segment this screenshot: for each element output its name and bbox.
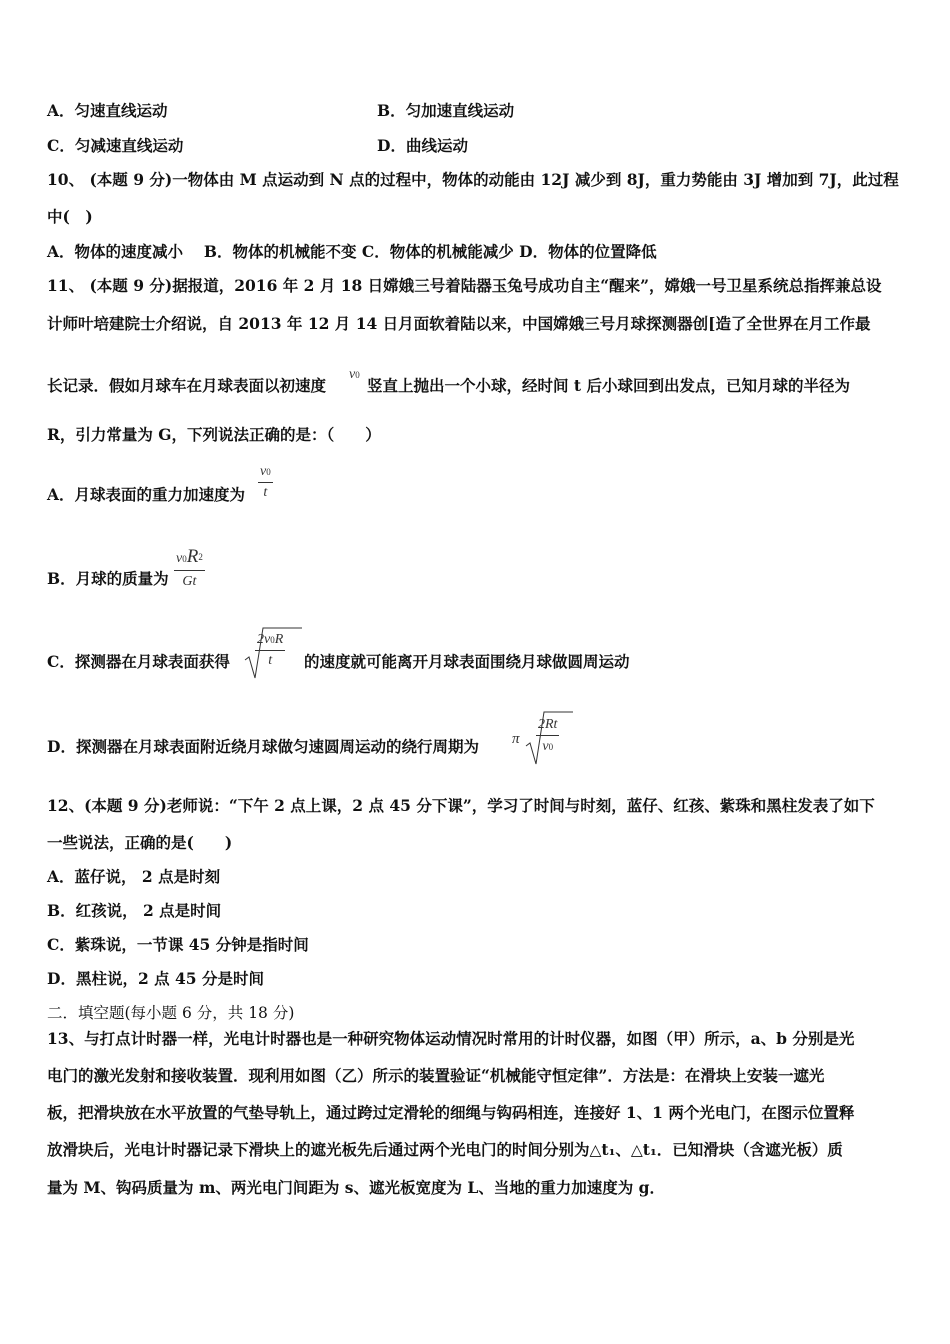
section-heading: 二．填空题(每小题 6 分，共 18 分): [47, 1004, 295, 1022]
q11-stem-line3b: 竖直上抛出一个小球，经时间 t 后小球回到出发点，已知月球的半径为: [367, 376, 850, 395]
q10-stem-line1: 10、 (本题 9 分)一物体由 M 点运动到 N 点的过程中，物体的动能由 12J 减少到 8J，重力势能由 3J 增加到 7J，此过程: [47, 170, 899, 189]
q13-stem-line1: 13、与打点计时器一样，光电计时器也是一种研究物体运动情况时常用的计时仪器，如图（甲）所示，a、b 分别是光: [47, 1029, 855, 1048]
q13-stem-line3: 板，把滑块放在水平放置的气垫导轨上，通过跨过定滑轮的细绳与钩码相连，连接好 1、1 两个光电门，在图示位置释: [47, 1103, 855, 1122]
q9-option-b: B．匀加速直线运动: [377, 101, 515, 120]
pi-symbol: π: [512, 731, 520, 747]
q12-option-d: D．黑柱说，2 点 45 分是时间: [47, 969, 264, 988]
formula-v0R2-over-Gt: $\frac{v0R^2}{Gt}$: [176, 546, 203, 589]
q12-option-b: B．红孩说， 2 点是时间: [47, 901, 222, 920]
formula-v0-over-t: $\frac{v0}{t}$: [260, 464, 271, 500]
q12-stem-line2: 一些说法，正确的是( ): [47, 833, 233, 852]
v0-symbol: v0: [349, 367, 360, 382]
q9-option-d: D．曲线运动: [377, 136, 468, 155]
q11-option-b: B．月球的质量为: [47, 569, 169, 588]
q11-option-c-pre: C．探测器在月球表面获得: [47, 652, 230, 671]
q10-options: A．物体的速度减小 B．物体的机械能不变 C．物体的机械能减少 D．物体的位置降低: [47, 242, 657, 261]
q11-stem-line4: R，引力常量为 G，下列说法正确的是：（ ）: [47, 425, 381, 444]
q9-option-c: C．匀减速直线运动: [47, 136, 184, 155]
q11-option-a: A．月球表面的重力加速度为: [47, 485, 246, 504]
q11-stem-line3a: 长记录．假如月球车在月球表面以初速度: [47, 376, 327, 395]
q11-stem-line1: 11、 (本题 9 分)据报道，2016 年 2 月 18 日嫦娥三号着陆器玉兔号成功自主“醒来”，嫦娥一号卫星系统总指挥兼总设: [47, 276, 882, 295]
q13-stem-line2: 电门的激光发射和接收装置．现利用如图（乙）所示的装置验证“机械能守恒定律”．方法是：在滑块上安装一遮光: [47, 1066, 825, 1085]
formula-2v0R-over-t: $\frac{2v0R}{t}$: [257, 632, 284, 668]
q11-option-d: D．探测器在月球表面附近绕月球做匀速圆周运动的绕行周期为: [47, 737, 479, 756]
q13-stem-line4: 放滑块后，光电计时器记录下滑块上的遮光板先后通过两个光电门的时间分别为△t₁、△t₁．已知滑块（含遮光板）质: [47, 1140, 843, 1159]
q11-stem-line2: 计师叶培建院士介绍说，自 2013 年 12 月 14 日月面软着陆以来，中国嫦娥三号月球探测器创[造了全世界在月工作最: [47, 314, 871, 333]
q12-option-c: C．紫珠说，一节课 45 分钟是指时间: [47, 935, 309, 954]
q9-option-a: A．匀速直线运动: [47, 101, 168, 120]
q13-stem-line5: 量为 M、钩码质量为 m、两光电门间距为 s、遮光板宽度为 L、当地的重力加速度为 g．: [47, 1178, 666, 1197]
q12-stem-line1: 12、(本题 9 分)老师说：“下午 2 点上课，2 点 45 分下课”，学习了时间与时刻，蓝仔、红孩、紫珠和黑柱发表了如下: [47, 796, 875, 815]
q12-option-a: A．蓝仔说， 2 点是时刻: [47, 867, 221, 886]
formula-2Rt-over-v0: $\frac{2Rt}{v0}$: [536, 714, 559, 758]
q10-stem-line2: 中( ): [47, 207, 93, 226]
q11-option-c-post: 的速度就可能离开月球表面围绕月球做圆周运动: [304, 652, 630, 671]
